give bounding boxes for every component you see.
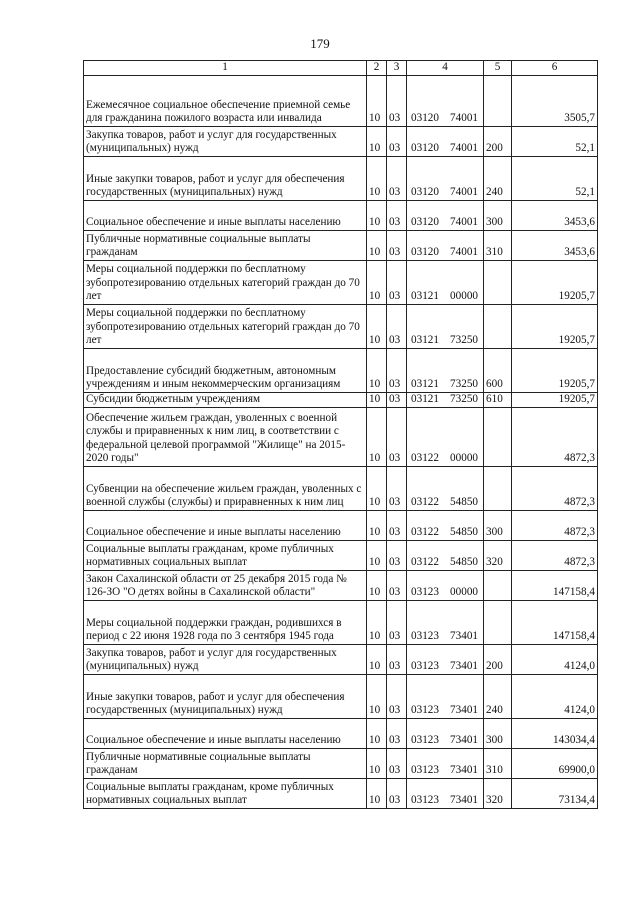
- table-row: [84, 230, 598, 260]
- target-code-direction: 54850: [450, 556, 478, 568]
- row-amount: 4872,3: [512, 407, 598, 466]
- row-section: 10: [367, 230, 387, 260]
- row-name: Меры социальной поддержки граждан, родившихся в период с 22 июня 1928 года по 3 сентября 1945 года: [84, 600, 367, 644]
- target-code-program: 03123: [411, 586, 439, 598]
- row-expense-type: 310: [484, 748, 512, 778]
- row-amount: 19205,7: [512, 392, 598, 407]
- row-name: Предоставление субсидий бюджетным, автономным учреждениям и иным некоммерческим организациям: [84, 348, 367, 392]
- target-code-program: 03123: [411, 660, 439, 672]
- target-code-direction: 74001: [450, 216, 478, 228]
- row-section: 10: [367, 200, 387, 230]
- row-subsection: 03: [387, 392, 407, 407]
- table-row: [84, 510, 598, 540]
- row-expense-type: [484, 600, 512, 644]
- table-row: [84, 200, 598, 230]
- row-section: 10: [367, 718, 387, 748]
- row-section: 10: [367, 348, 387, 392]
- row-amount: 147158,4: [512, 600, 598, 644]
- row-amount: 52,1: [512, 126, 598, 156]
- row-expense-type: 240: [484, 156, 512, 200]
- target-code-program: 03121: [411, 378, 439, 390]
- row-amount: 73134,4: [512, 778, 598, 808]
- row-expense-type: [484, 75, 512, 126]
- target-code-wrap: [409, 334, 481, 348]
- row-subsection: 03: [387, 407, 407, 466]
- row-target-code: [407, 230, 484, 260]
- row-section: 10: [367, 407, 387, 466]
- row-subsection: 03: [387, 510, 407, 540]
- target-code-program: 03123: [411, 764, 439, 776]
- row-expense-type: [484, 260, 512, 304]
- target-code-direction: 73401: [450, 704, 478, 716]
- target-code-program: 03120: [411, 112, 439, 124]
- row-section: 10: [367, 600, 387, 644]
- target-code-program: 03121: [411, 290, 439, 302]
- row-name: Субвенции на обеспечение жильем граждан, уволенных с военной службы (службы) и приравненных к ним лиц: [84, 466, 367, 510]
- page-number: 179: [310, 36, 330, 51]
- row-section: 10: [367, 644, 387, 674]
- target-code-direction: 54850: [450, 496, 478, 508]
- row-expense-type: 300: [484, 200, 512, 230]
- target-code-wrap: [409, 734, 481, 748]
- row-target-code: [407, 600, 484, 644]
- row-expense-type: [484, 466, 512, 510]
- row-target-code: [407, 748, 484, 778]
- row-expense-type: 600: [484, 348, 512, 392]
- target-code-program: 03122: [411, 526, 439, 538]
- row-name: Социальное обеспечение и иные выплаты населению: [84, 718, 367, 748]
- row-expense-type: 200: [484, 644, 512, 674]
- table-row: [84, 75, 598, 126]
- row-section: 10: [367, 466, 387, 510]
- target-code-direction: 73401: [450, 764, 478, 776]
- row-target-code: [407, 718, 484, 748]
- row-amount: 143034,4: [512, 718, 598, 748]
- row-name: Закон Сахалинской области от 25 декабря 2015 года № 126-ЗО "О детях войны в Сахалинской области": [84, 570, 367, 600]
- target-code-program: 03123: [411, 794, 439, 806]
- table-row: [84, 748, 598, 778]
- table-row: [84, 600, 598, 644]
- target-code-program: 03123: [411, 704, 439, 716]
- row-subsection: 03: [387, 570, 407, 600]
- row-subsection: 03: [387, 260, 407, 304]
- table-row: [84, 778, 598, 808]
- row-subsection: 03: [387, 304, 407, 348]
- row-section: 10: [367, 540, 387, 570]
- row-amount: 69900,0: [512, 748, 598, 778]
- table-row: [84, 304, 598, 348]
- target-code-program: 03122: [411, 556, 439, 568]
- row-section: 10: [367, 75, 387, 126]
- target-code-program: 03123: [411, 630, 439, 642]
- row-amount: 19205,7: [512, 260, 598, 304]
- row-subsection: 03: [387, 200, 407, 230]
- row-amount: 19205,7: [512, 348, 598, 392]
- row-section: 10: [367, 748, 387, 778]
- target-code-program: 03121: [411, 334, 439, 346]
- target-code-wrap: [409, 586, 481, 600]
- row-target-code: [407, 570, 484, 600]
- row-section: 10: [367, 392, 387, 407]
- target-code-direction: 74001: [450, 112, 478, 124]
- target-code-direction: 73250: [450, 393, 478, 405]
- table-row: [84, 674, 598, 718]
- target-code-wrap: [409, 452, 481, 466]
- row-subsection: 03: [387, 126, 407, 156]
- target-code-direction: 00000: [450, 586, 478, 598]
- table-row: [84, 644, 598, 674]
- row-name: Субсидии бюджетным учреждениям: [84, 392, 367, 407]
- target-code-wrap: [409, 704, 481, 718]
- row-expense-type: 200: [484, 126, 512, 156]
- table-row: [84, 570, 598, 600]
- target-code-direction: 74001: [450, 142, 478, 154]
- row-name: Публичные нормативные социальные выплаты гражданам: [84, 748, 367, 778]
- row-amount: 19205,7: [512, 304, 598, 348]
- target-code-direction: 73401: [450, 734, 478, 746]
- target-code-wrap: [409, 142, 481, 156]
- target-code-wrap: [409, 794, 481, 808]
- target-code-wrap: [409, 186, 481, 200]
- target-code-wrap: [409, 526, 481, 540]
- target-code-direction: 73401: [450, 794, 478, 806]
- target-code-direction: 54850: [450, 526, 478, 538]
- row-section: 10: [367, 510, 387, 540]
- row-section: 10: [367, 570, 387, 600]
- table-row: [84, 466, 598, 510]
- row-subsection: 03: [387, 600, 407, 644]
- header-col-3: 3: [387, 61, 407, 76]
- row-amount: 4124,0: [512, 644, 598, 674]
- row-subsection: 03: [387, 540, 407, 570]
- row-subsection: 03: [387, 466, 407, 510]
- row-name: Публичные нормативные социальные выплаты гражданам: [84, 230, 367, 260]
- row-expense-type: 320: [484, 778, 512, 808]
- row-amount: 52,1: [512, 156, 598, 200]
- target-code-direction: 00000: [450, 290, 478, 302]
- row-section: 10: [367, 778, 387, 808]
- table-row: [84, 392, 598, 407]
- target-code-direction: 73250: [450, 378, 478, 390]
- row-subsection: 03: [387, 644, 407, 674]
- target-code-direction: 73250: [450, 334, 478, 346]
- row-expense-type: 610: [484, 392, 512, 407]
- target-code-wrap: [409, 378, 481, 392]
- table-row: [84, 260, 598, 304]
- row-subsection: 03: [387, 156, 407, 200]
- row-name: Социальные выплаты гражданам, кроме публичных нормативных социальных выплат: [84, 778, 367, 808]
- row-expense-type: [484, 570, 512, 600]
- row-name: Социальное обеспечение и иные выплаты населению: [84, 510, 367, 540]
- target-code-wrap: [409, 246, 481, 260]
- header-col-4: 4: [407, 61, 484, 76]
- budget-table: [83, 60, 598, 809]
- row-section: 10: [367, 126, 387, 156]
- row-amount: 147158,4: [512, 570, 598, 600]
- row-target-code: [407, 674, 484, 718]
- target-code-program: 03120: [411, 142, 439, 154]
- table-row: [84, 156, 598, 200]
- row-amount: 4124,0: [512, 674, 598, 718]
- row-target-code: [407, 156, 484, 200]
- target-code-direction: 74001: [450, 246, 478, 258]
- row-target-code: [407, 778, 484, 808]
- row-target-code: [407, 540, 484, 570]
- row-subsection: 03: [387, 778, 407, 808]
- header-col-1: 1: [84, 61, 367, 76]
- row-expense-type: [484, 304, 512, 348]
- target-code-wrap: [409, 630, 481, 644]
- target-code-direction: 73401: [450, 660, 478, 672]
- row-amount: 3453,6: [512, 200, 598, 230]
- row-amount: 3453,6: [512, 230, 598, 260]
- target-code-direction: 00000: [450, 452, 478, 464]
- row-target-code: [407, 75, 484, 126]
- row-target-code: [407, 126, 484, 156]
- row-section: 10: [367, 156, 387, 200]
- row-subsection: 03: [387, 748, 407, 778]
- table-row: [84, 348, 598, 392]
- target-code-program: 03122: [411, 496, 439, 508]
- target-code-program: 03120: [411, 186, 439, 198]
- row-name: Иные закупки товаров, работ и услуг для обеспечения государственных (муниципальных) нужд: [84, 156, 367, 200]
- row-section: 10: [367, 304, 387, 348]
- row-target-code: [407, 348, 484, 392]
- row-expense-type: 300: [484, 718, 512, 748]
- target-code-program: 03120: [411, 216, 439, 228]
- row-target-code: [407, 304, 484, 348]
- row-subsection: 03: [387, 718, 407, 748]
- row-target-code: [407, 510, 484, 540]
- row-name: Меры социальной поддержки по бесплатному зубопротезированию отдельных категорий граждан до 70 лет: [84, 304, 367, 348]
- target-code-program: 03121: [411, 393, 439, 405]
- row-amount: 3505,7: [512, 75, 598, 126]
- row-expense-type: 320: [484, 540, 512, 570]
- table-body: [84, 75, 598, 808]
- table-row: [84, 126, 598, 156]
- row-target-code: [407, 200, 484, 230]
- row-expense-type: 300: [484, 510, 512, 540]
- header-col-2: 2: [367, 61, 387, 76]
- target-code-wrap: [409, 556, 481, 570]
- row-name: Иные закупки товаров, работ и услуг для обеспечения государственных (муниципальных) нужд: [84, 674, 367, 718]
- row-name: Закупка товаров, работ и услуг для государственных (муниципальных) нужд: [84, 126, 367, 156]
- target-code-direction: 73401: [450, 630, 478, 642]
- target-code-direction: 74001: [450, 186, 478, 198]
- table-row: [84, 540, 598, 570]
- target-code-wrap: [409, 660, 481, 674]
- target-code-wrap: [409, 393, 481, 407]
- target-code-wrap: [409, 290, 481, 304]
- target-code-wrap: [409, 216, 481, 230]
- row-subsection: 03: [387, 230, 407, 260]
- row-name: Ежемесячное социальное обеспечение приемной семье для гражданина пожилого возраста или инвалида: [84, 75, 367, 126]
- row-expense-type: 310: [484, 230, 512, 260]
- row-subsection: 03: [387, 348, 407, 392]
- target-code-wrap: [409, 764, 481, 778]
- target-code-program: 03123: [411, 734, 439, 746]
- row-target-code: [407, 392, 484, 407]
- row-amount: 4872,3: [512, 540, 598, 570]
- table-row: [84, 718, 598, 748]
- row-name: Социальное обеспечение и иные выплаты населению: [84, 200, 367, 230]
- row-subsection: 03: [387, 75, 407, 126]
- row-name: Меры социальной поддержки по бесплатному зубопротезированию отдельных категорий граждан до 70 лет: [84, 260, 367, 304]
- header-col-5: 5: [484, 61, 512, 76]
- row-section: 10: [367, 260, 387, 304]
- row-target-code: [407, 644, 484, 674]
- target-code-wrap: [409, 496, 481, 510]
- header-row: [84, 61, 598, 76]
- row-target-code: [407, 466, 484, 510]
- table-row: [84, 407, 598, 466]
- target-code-program: 03122: [411, 452, 439, 464]
- row-section: 10: [367, 674, 387, 718]
- target-code-wrap: [409, 112, 481, 126]
- target-code-program: 03120: [411, 246, 439, 258]
- row-target-code: [407, 260, 484, 304]
- row-name: Социальные выплаты гражданам, кроме публичных нормативных социальных выплат: [84, 540, 367, 570]
- row-name: Закупка товаров, работ и услуг для государственных (муниципальных) нужд: [84, 644, 367, 674]
- row-target-code: [407, 407, 484, 466]
- row-subsection: 03: [387, 674, 407, 718]
- row-amount: 4872,3: [512, 510, 598, 540]
- row-name: Обеспечение жильем граждан, уволенных с военной службы и приравненных к ним лиц, в соответствии с федеральной целевой программой "Жилище" на 2015-2020 годы": [84, 407, 367, 466]
- row-expense-type: [484, 407, 512, 466]
- row-amount: 4872,3: [512, 466, 598, 510]
- row-expense-type: 240: [484, 674, 512, 718]
- header-col-6: 6: [512, 61, 598, 76]
